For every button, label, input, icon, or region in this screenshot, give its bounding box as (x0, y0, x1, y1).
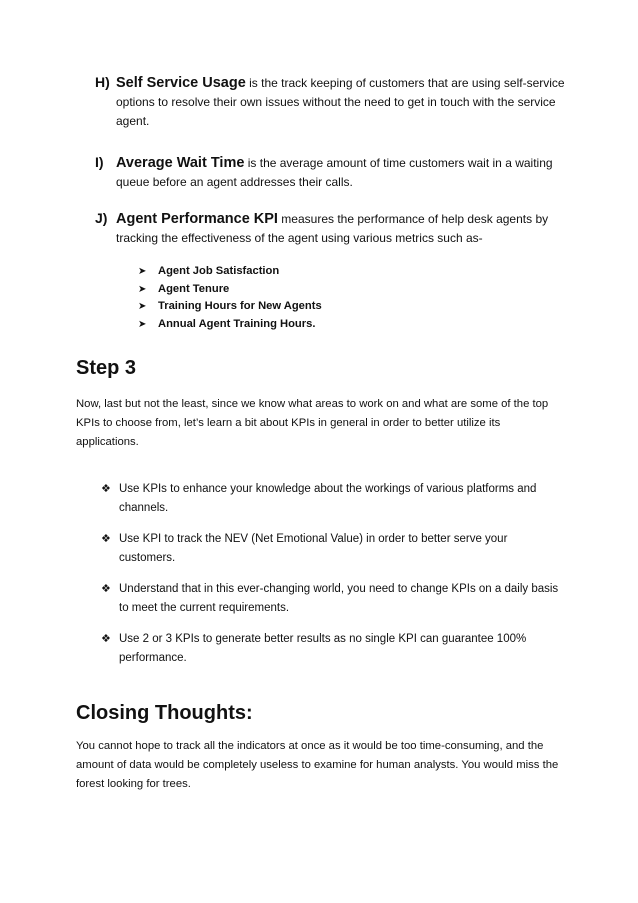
list-item: ➤ Agent Job Satisfaction (138, 263, 322, 281)
kpi-letter: H) (95, 74, 110, 90)
kpi-item-average-wait-time (95, 152, 565, 192)
diamond-bullet-icon: ❖ (101, 533, 111, 545)
kpi-description-continued: agent. (116, 114, 150, 128)
tip-item: ❖ Use 2 or 3 KPIs to generate better results as no single KPI can guarantee 100% performance. (101, 630, 561, 667)
kpi-title: Self Service Usage (116, 75, 246, 91)
kpi-letter: I) (95, 154, 104, 170)
tip-item: ❖ Use KPIs to enhance your knowledge about the workings of various platforms and channels. (101, 480, 561, 517)
arrow-bullet-icon: ➤ (138, 283, 147, 295)
tip-item: ❖ Use KPI to track the NEV (Net Emotional Value) in order to better serve your customers. (101, 530, 561, 567)
kpi-description-continued: options to resolve their own issues without the need to get in touch with the service (116, 95, 556, 109)
diamond-bullet-icon: ❖ (101, 483, 111, 495)
kpi-description-continued: queue before an agent addresses their calls. (116, 175, 353, 189)
step-3-paragraph: Now, last but not the least, since we know what areas to work on and what are some of the top KPIs to choose from, let’s learn a bit about KPIs in general in order to better utilize its applications. (76, 398, 549, 448)
kpi-item-agent-performance-kpi (95, 208, 565, 248)
list-item: ➤ Annual Agent Training Hours. (138, 316, 322, 334)
diamond-bullet-icon: ❖ (101, 583, 111, 595)
kpi-description-continued: tracking the effectiveness of the agent using various metrics such as- (116, 231, 483, 245)
closing-thoughts-paragraph: You cannot hope to track all the indicators at once as it would be too time-consuming, and the amount of data would be completely useless to examine for human analysts. You would miss the forest looking for trees. (76, 740, 559, 790)
diamond-bullet-icon: ❖ (101, 633, 111, 645)
kpi-description: is the average amount of time customers wait in a waiting (244, 156, 553, 170)
list-item: ➤ Training Hours for New Agents (138, 298, 322, 316)
kpi-item-self-service-usage (95, 72, 565, 131)
agent-metrics-list (138, 263, 322, 333)
arrow-bullet-icon: ➤ (138, 266, 147, 277)
tip-item: ❖ Understand that in this ever-changing world, you need to change KPIs on a daily basis to meet the current requirements. (101, 580, 561, 617)
step-3-heading: Step 3 (76, 357, 137, 379)
kpi-title: Average Wait Time (116, 155, 245, 171)
kpi-description: measures the performance of help desk agents by (277, 212, 549, 226)
arrow-bullet-icon: ➤ (138, 318, 147, 330)
arrow-bullet-icon: ➤ (138, 301, 147, 313)
kpi-letter: J) (95, 210, 108, 226)
kpi-title: Agent Performance KPI (116, 211, 278, 227)
closing-thoughts-heading: Closing Thoughts: (76, 702, 253, 724)
kpi-description: is the track keeping of customers that are using self-service (245, 76, 565, 90)
list-item: ➤ Agent Tenure (138, 281, 322, 299)
